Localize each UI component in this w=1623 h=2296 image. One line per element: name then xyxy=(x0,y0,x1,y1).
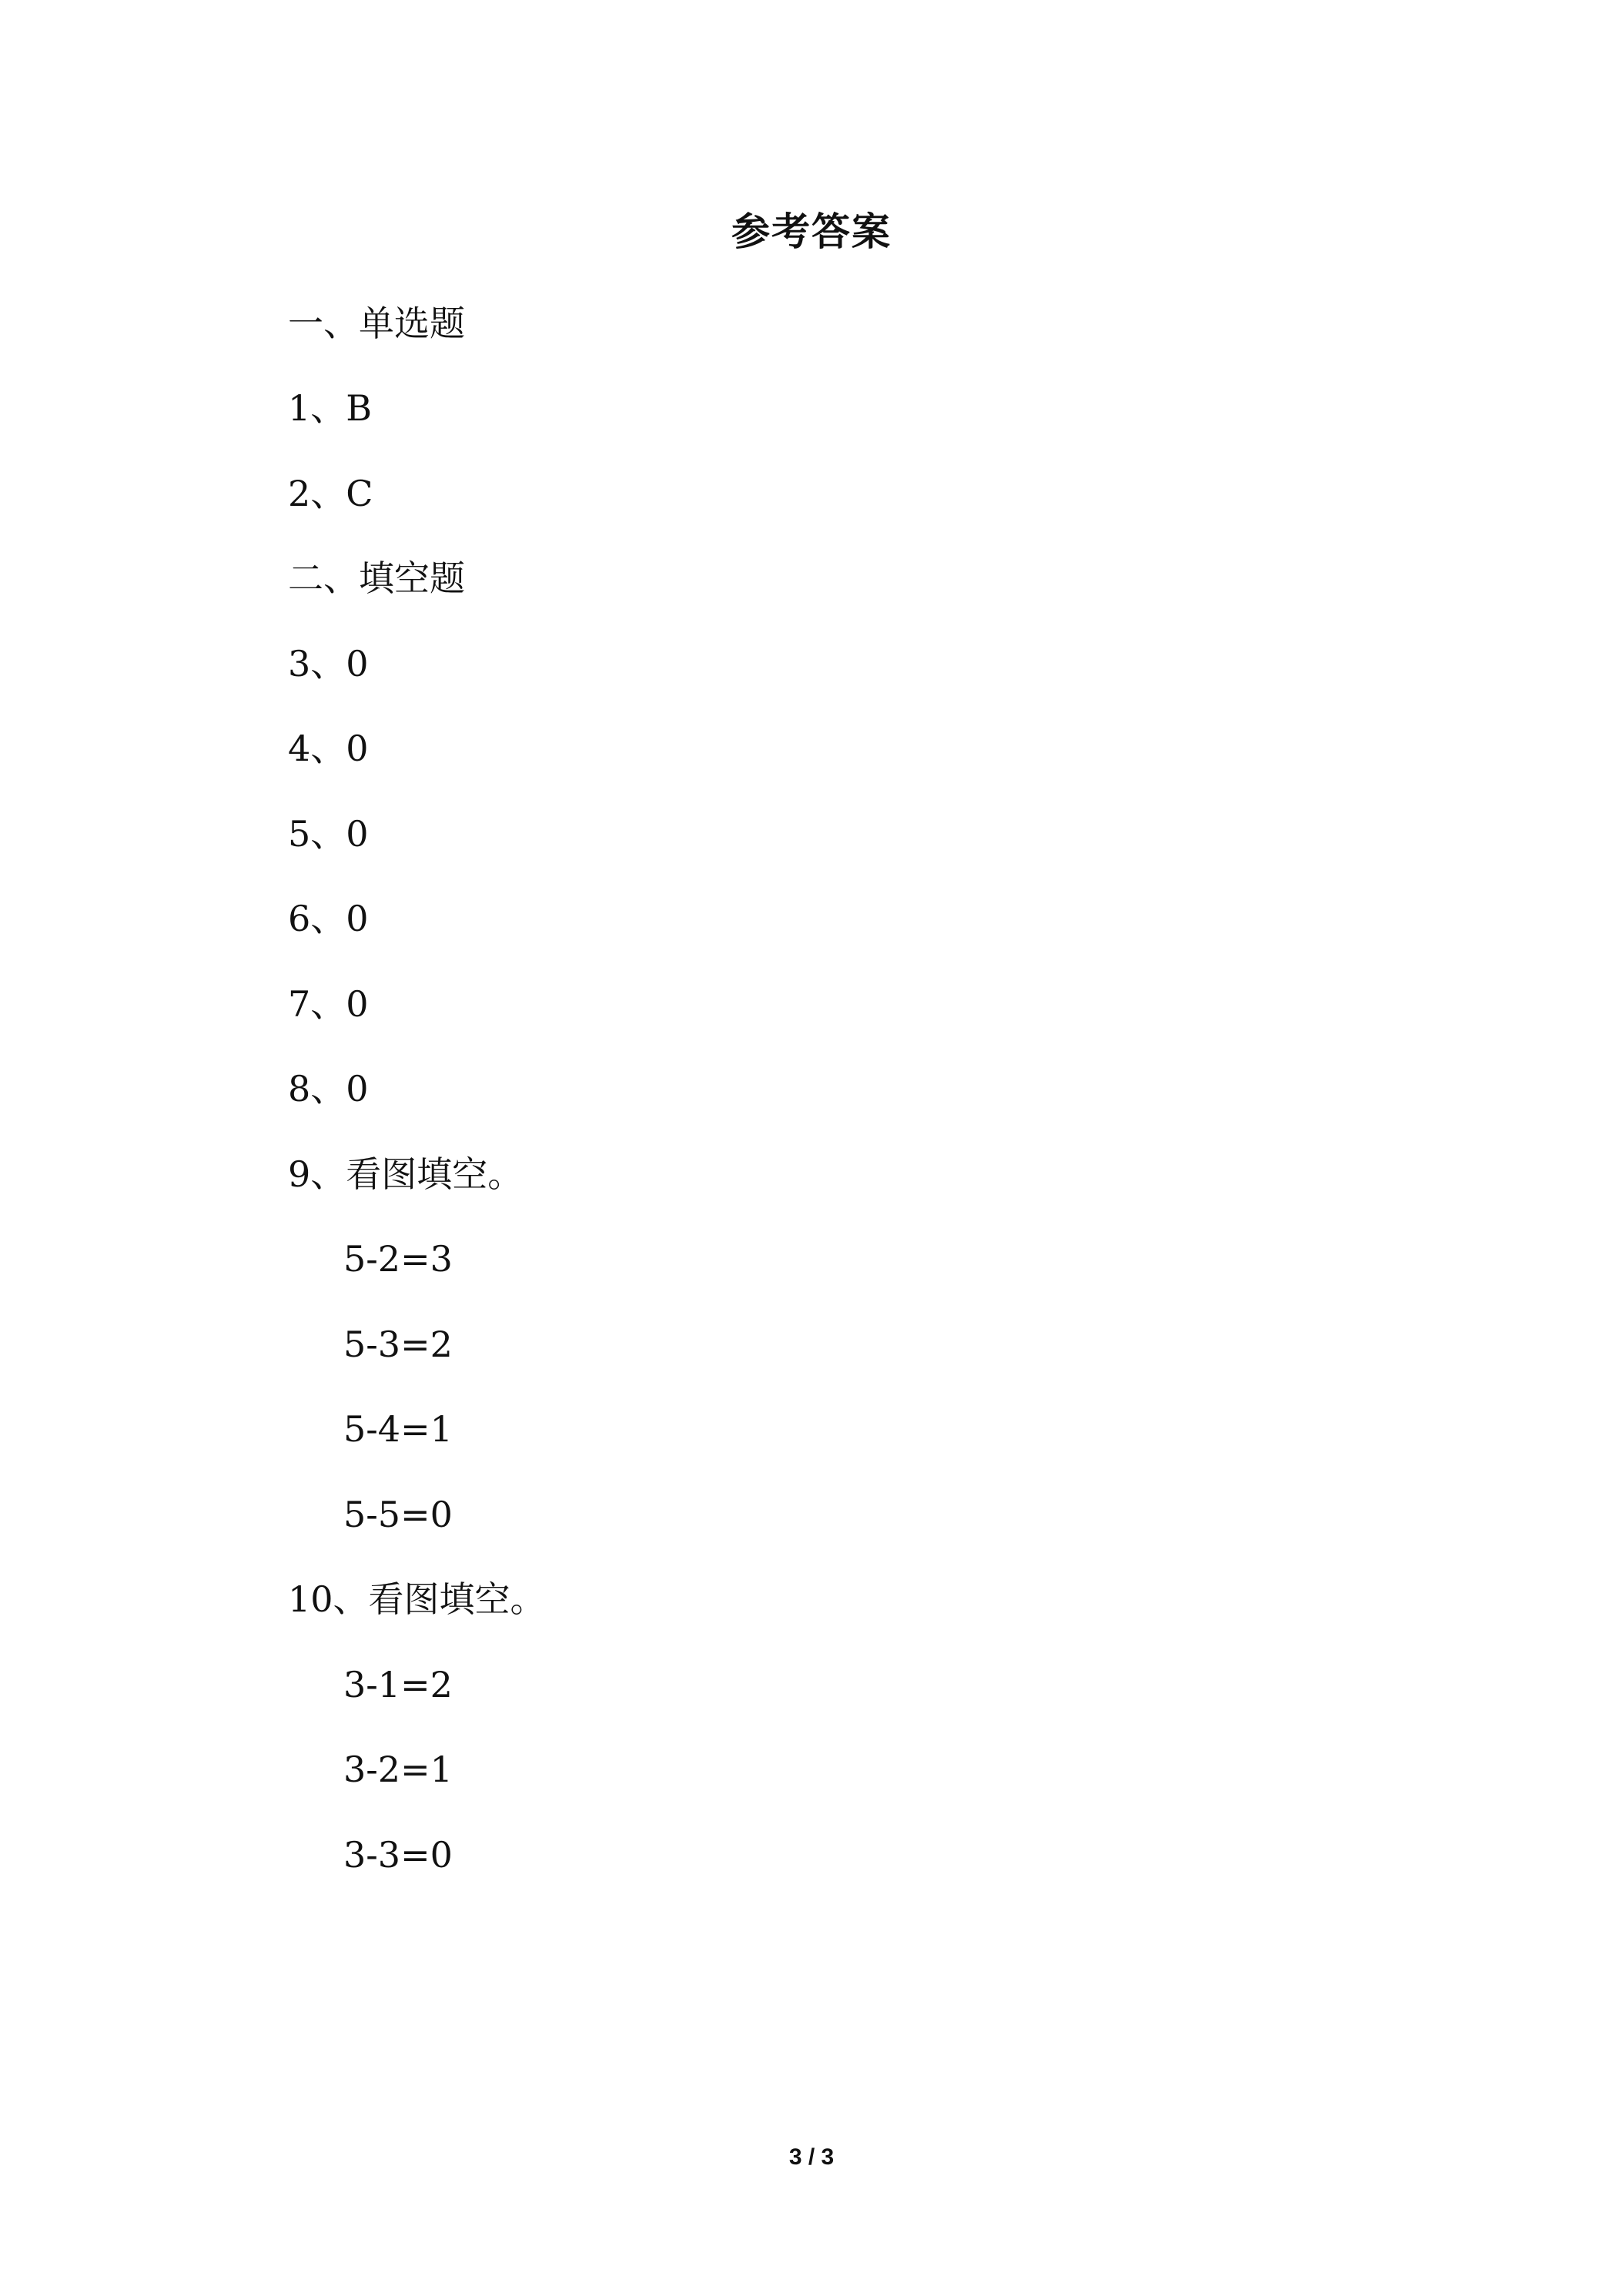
answer-line: 2、C xyxy=(288,473,373,514)
question-heading: 10、看图填空。 xyxy=(288,1578,546,1620)
equation-line: 5-3=2 xyxy=(343,1324,453,1365)
page-title: 参考答案 xyxy=(731,209,892,254)
answer-line: 8、0 xyxy=(288,1068,369,1110)
answer-line: 4、0 xyxy=(288,728,369,769)
section-heading-single-choice: 一、单选题 xyxy=(288,303,465,344)
answer-line: 5、0 xyxy=(288,813,369,855)
section-heading-fill-blank: 二、填空题 xyxy=(288,557,465,599)
page-number: 3 / 3 xyxy=(788,2144,835,2170)
equation-line: 5-2=3 xyxy=(343,1238,453,1280)
answer-line: 1、B xyxy=(288,387,373,429)
equation-line: 5-5=0 xyxy=(343,1494,453,1535)
equation-line: 3-3=0 xyxy=(343,1834,453,1876)
answer-line: 6、0 xyxy=(288,898,369,939)
equation-line: 5-4=1 xyxy=(343,1408,453,1450)
question-heading: 9、看图填空。 xyxy=(288,1153,524,1195)
answer-line: 3、0 xyxy=(288,643,369,684)
answer-line: 7、0 xyxy=(288,983,369,1025)
equation-line: 3-1=2 xyxy=(343,1664,453,1705)
equation-line: 3-2=1 xyxy=(343,1749,453,1790)
